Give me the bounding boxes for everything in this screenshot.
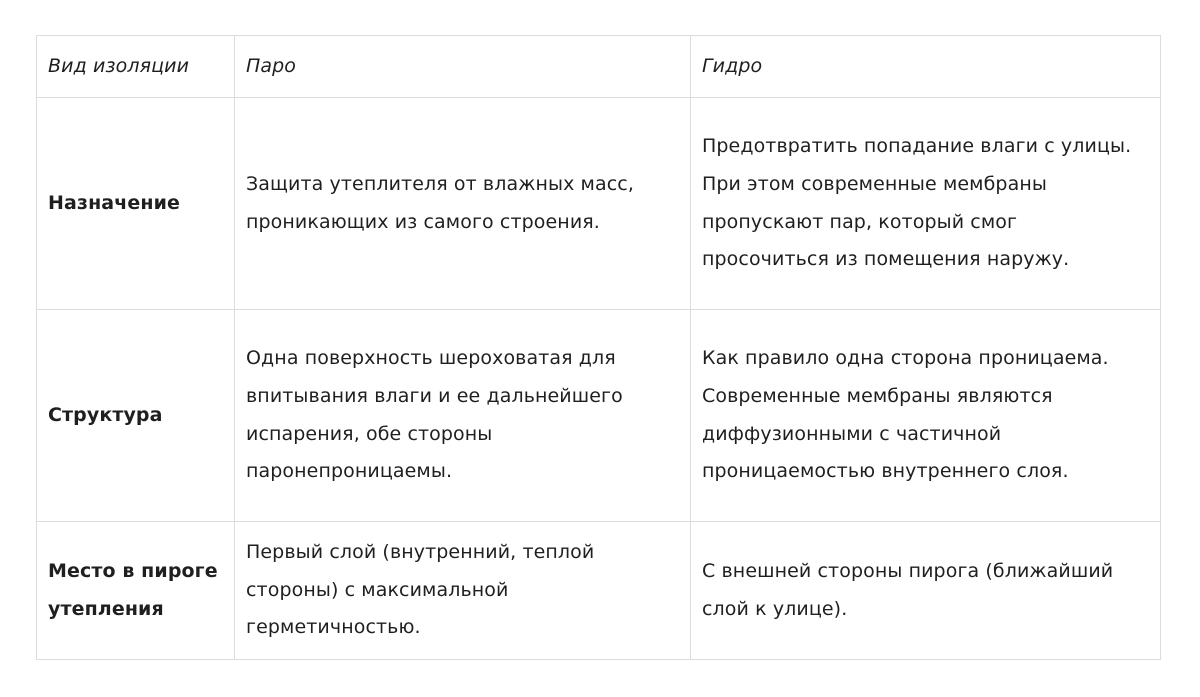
cell-paro-placement: Первый слой (внутренний, теплой стороны) с максимальной герметичностью. [235,522,691,660]
insulation-comparison-table [36,35,1161,660]
table-row [37,98,1161,310]
cell-gidro-purpose: Предотвратить попадание влаги с улицы. При этом современные мембраны пропускают пар, который смог просочиться из помещения наружу. [691,98,1161,310]
header-paro: Паро [235,36,691,98]
cell-paro-structure: Одна поверхность шероховатая для впитывания влаги и ее дальнейшего испарения, обе стороны паронепроницаемы. [235,310,691,522]
cell-gidro-placement: С внешней стороны пирога (ближайший слой к улице). [691,522,1161,660]
row-label-structure: Структура [37,310,235,522]
table-header-row [37,36,1161,98]
row-label-purpose: Назначение [37,98,235,310]
table-row [37,522,1161,660]
comparison-table-container [36,35,1160,660]
row-label-placement: Место в пироге утепления [37,522,235,660]
cell-gidro-structure: Как правило одна сторона проницаема. Современные мембраны являются диффузионными с частичной проницаемостью внутреннего слоя. [691,310,1161,522]
header-insulation-type: Вид изоляции [37,36,235,98]
table-row [37,310,1161,522]
cell-paro-purpose: Защита утеплителя от влажных масс, проникающих из самого строения. [235,98,691,310]
header-gidro: Гидро [691,36,1161,98]
